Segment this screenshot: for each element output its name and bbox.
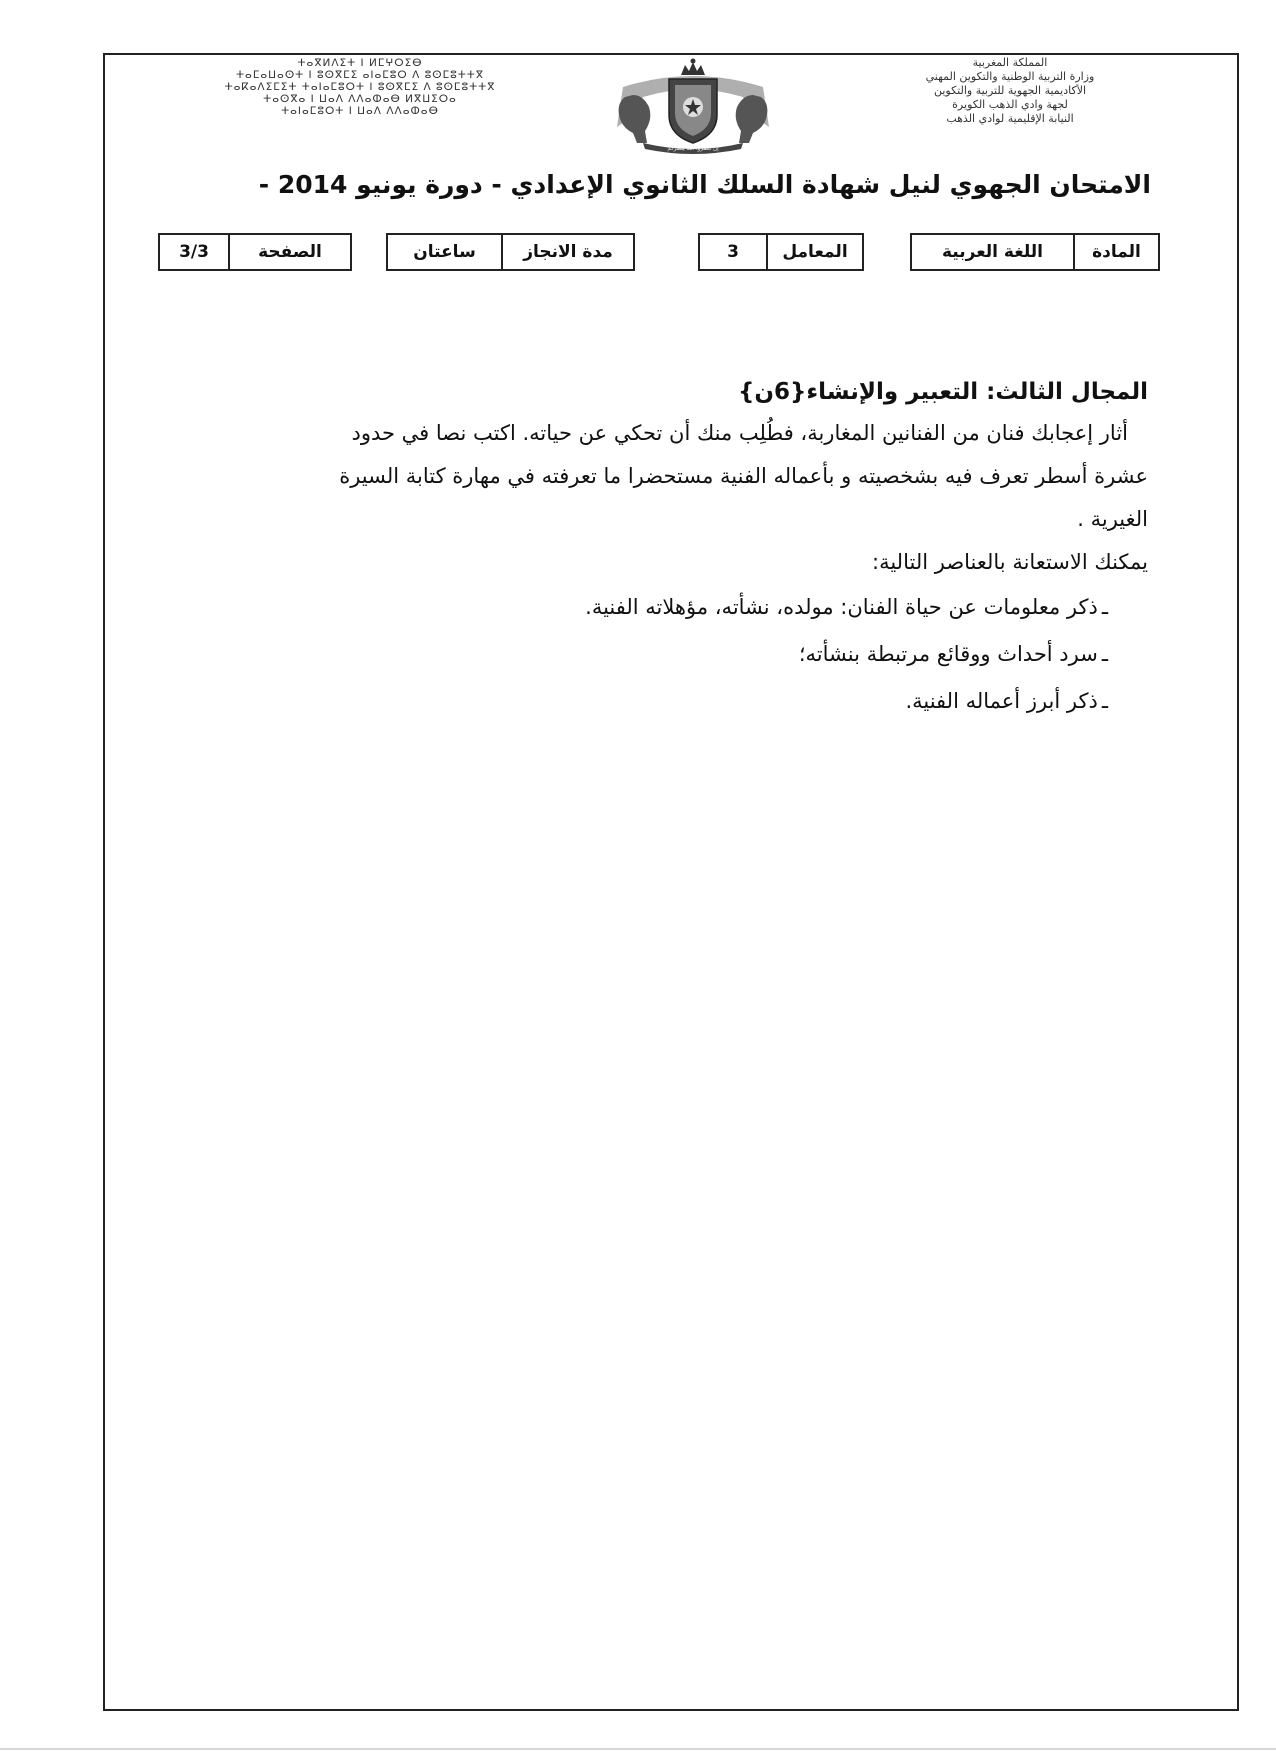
bullet-dash: ـ xyxy=(1101,642,1108,666)
page-bottom-rule xyxy=(0,1748,1276,1750)
duration-label: مدة الانجاز xyxy=(501,235,633,269)
coefficient-label: المعامل xyxy=(766,235,862,269)
ministry-line: النيابة الإقليمية لوادي الذهب xyxy=(946,112,1074,125)
coefficient-box xyxy=(698,233,864,271)
ministry-line: المملكة المغربية xyxy=(972,56,1048,69)
duration-box xyxy=(386,233,635,271)
prompt-line: عشرة أسطر تعرف فيه بشخصيته و بأعماله الفنية مستحضرا ما تعرفته في مهارة كتابة السيرة xyxy=(339,464,1148,488)
ministry-line: وزارة التربية الوطنية والتكوين المهني xyxy=(925,70,1095,83)
writing-prompt xyxy=(158,412,1148,541)
list-item-text: ذكر أبرز أعماله الفنية. xyxy=(905,689,1098,713)
elements-intro: يمكنك الاستعانة بالعناصر التالية: xyxy=(872,550,1148,574)
tifinagh-line: ⵜⴰⴳⵍⴷⵉⵜ ⵏ ⵍⵎⵖⵔⵉⴱ xyxy=(297,57,423,69)
page-value: 3/3 xyxy=(179,242,209,262)
prompt-line: أثار إعجابك فنان من الفنانين المغاربة، فطُلِب منك أن تحكي عن حياته. اكتب نصا في حدود xyxy=(351,421,1128,445)
tifinagh-line: ⵜⴰⴽⴰⴷⵉⵎⵉⵜ ⵜⴰⵏⴰⵎⵓⵔⵜ ⵏ ⵓⵙⴳⵎⵉ ⴷ ⵓⵙⵎⵓⵜⵜⴳ xyxy=(224,81,496,93)
ministry-line: الأكاديمية الجهوية للتربية والتكوين xyxy=(933,84,1087,97)
bullet-dash: ـ xyxy=(1101,595,1108,619)
list-item-text: ذكر معلومات عن حياة الفنان: مولده، نشأته، مؤهلاته الفنية. xyxy=(585,595,1098,619)
list-item-text: سرد أحداث ووقائع مرتبطة بنشأته؛ xyxy=(798,642,1098,666)
page-box xyxy=(158,233,352,271)
emblem-motto: إن تنصروا الله ينصركم xyxy=(667,146,719,152)
tifinagh-line: ⵜⴰⵎⴰⵡⴰⵙⵜ ⵏ ⵓⵙⴳⵎⵉ ⴰⵏⴰⵎⵓⵔ ⴷ ⵓⵙⵎⵓⵜⵜⴳ xyxy=(235,69,485,81)
subject-box xyxy=(910,233,1160,271)
ministry-header xyxy=(820,56,1200,126)
subject-label: المادة xyxy=(1073,235,1158,269)
page-frame xyxy=(103,53,1239,1711)
coefficient-value: 3 xyxy=(727,242,739,262)
page-label: الصفحة xyxy=(228,235,350,269)
royal-emblem-icon xyxy=(603,57,783,154)
duration-value: ساعتان xyxy=(413,242,476,262)
list-item xyxy=(158,631,1108,678)
section-title: المجال الثالث: التعبير والإنشاء{6ن} xyxy=(738,379,1148,405)
exam-title: الامتحان الجهوي لنيل شهادة السلك الثانوي الإعدادي - دورة يونيو 2014 - xyxy=(258,170,1151,199)
writing-section xyxy=(158,372,1148,725)
list-item xyxy=(158,678,1108,725)
tifinagh-line: ⵜⴰⵙⴳⴰ ⵏ ⵡⴰⴷ ⴷⴷⴰⵀⴰⴱ ⵍⴳⵡⵉⵔⴰ xyxy=(263,93,457,105)
list-item xyxy=(158,584,1108,631)
subject-value: اللغة العربية xyxy=(942,242,1043,262)
elements-list xyxy=(158,584,1148,725)
tifinagh-header xyxy=(155,57,565,117)
tifinagh-line: ⵜⴰⵏⴰⵎⵓⵔⵜ ⵏ ⵡⴰⴷ ⴷⴷⴰⵀⴰⴱ xyxy=(281,105,439,117)
prompt-line: الغيرية . xyxy=(1077,507,1148,531)
ministry-line: لجهة وادي الذهب الكويرة xyxy=(952,98,1068,111)
bullet-dash: ـ xyxy=(1101,689,1108,713)
